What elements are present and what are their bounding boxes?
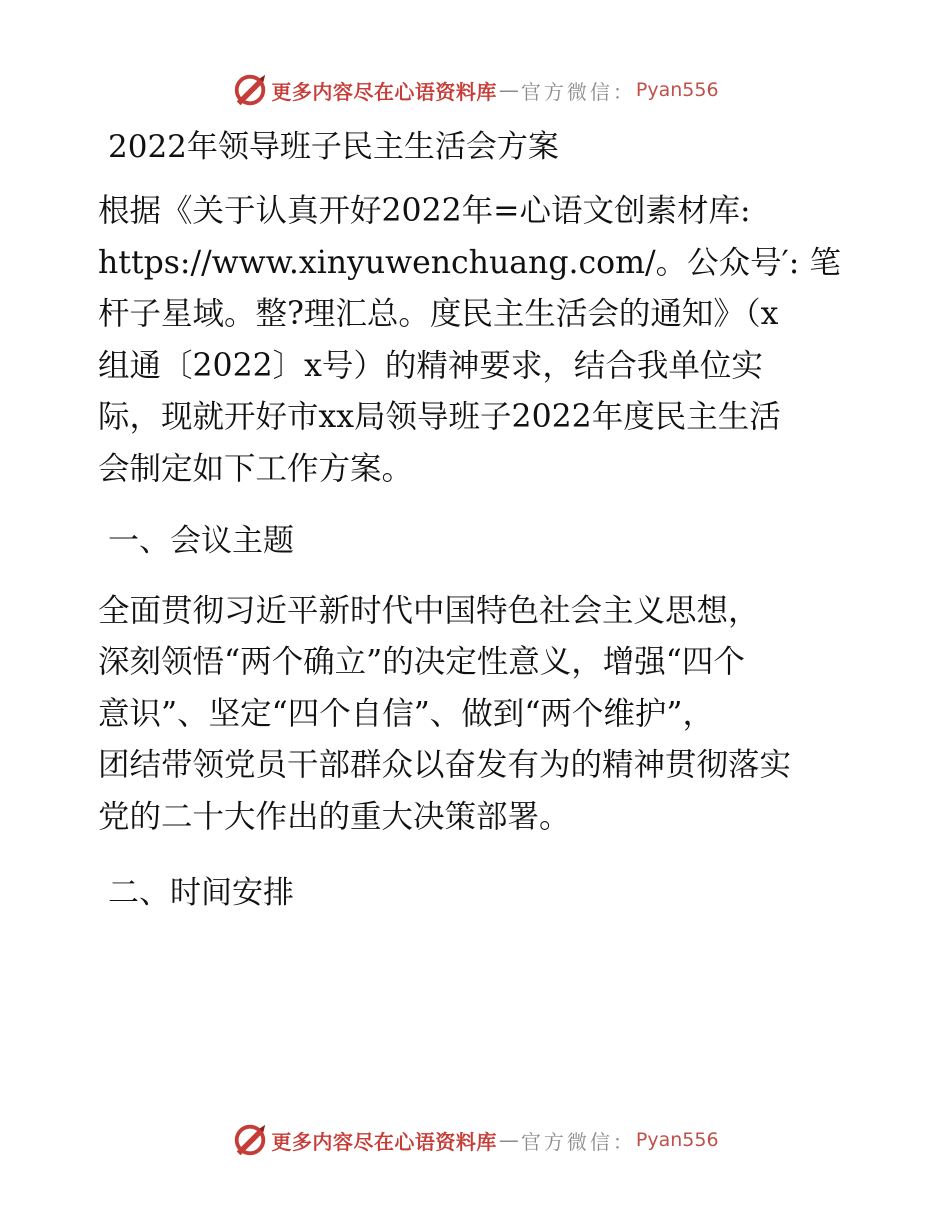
- footer-watermark: [0, 1120, 950, 1160]
- pen-logo-icon: [231, 71, 269, 109]
- document-title: 2022年领导班子民主生活会方案: [108, 129, 559, 165]
- watermark-text: 更多内容尽在心语资料库: [271, 79, 497, 104]
- watermark-separator: —: [498, 78, 519, 102]
- watermark-official: 官方微信：: [520, 1129, 636, 1154]
- paragraph-line: https://www.xinyuwenchuang.com/。公众号′: 笔: [98, 244, 841, 281]
- watermark-official: 官方微信：: [520, 79, 636, 104]
- pen-logo-icon: [231, 1121, 269, 1159]
- paragraph-line: 全面贯彻习近平新时代中国特色社会主义思想，: [98, 592, 760, 629]
- section-heading-2: 二、时间安排: [108, 874, 294, 911]
- watermark-text: 更多内容尽在心语资料库: [271, 1129, 497, 1154]
- intro-paragraph: [98, 186, 858, 496]
- document-body: [98, 122, 858, 918]
- header-watermark: [0, 70, 950, 110]
- section1-paragraph: [98, 586, 858, 844]
- watermark-separator: —: [498, 1128, 519, 1152]
- paragraph-line: 党的二十大作出的重大决策部署。: [98, 798, 571, 835]
- section-heading-1: 一、会议主题: [108, 522, 294, 559]
- paragraph-line: 团结带领党员干部群众以奋发有为的精神贯彻落实: [98, 747, 792, 784]
- paragraph-line: 根据《关于认真开好2022年=心语文创素材库:: [98, 193, 751, 229]
- paragraph-line: 深刻领悟“两个确立”的决定性意义，增强“四个: [98, 644, 745, 681]
- watermark-wechat: Pyan556: [635, 1129, 719, 1151]
- paragraph-line: 杆子星域。整?理汇总。度民主生活会的通知》（x: [98, 296, 779, 333]
- watermark-wechat: Pyan556: [635, 79, 719, 101]
- paragraph-line: 意识”、坚定“四个自信”、做到“两个维护”，: [98, 695, 715, 732]
- paragraph-line: 会制定如下工作方案。: [98, 450, 414, 487]
- paragraph-line: 组通〔2022〕x号）的精神要求，结合我单位实: [98, 347, 763, 384]
- paragraph-line: 际，现就开好市xx局领导班子2022年度民主生活: [98, 399, 781, 436]
